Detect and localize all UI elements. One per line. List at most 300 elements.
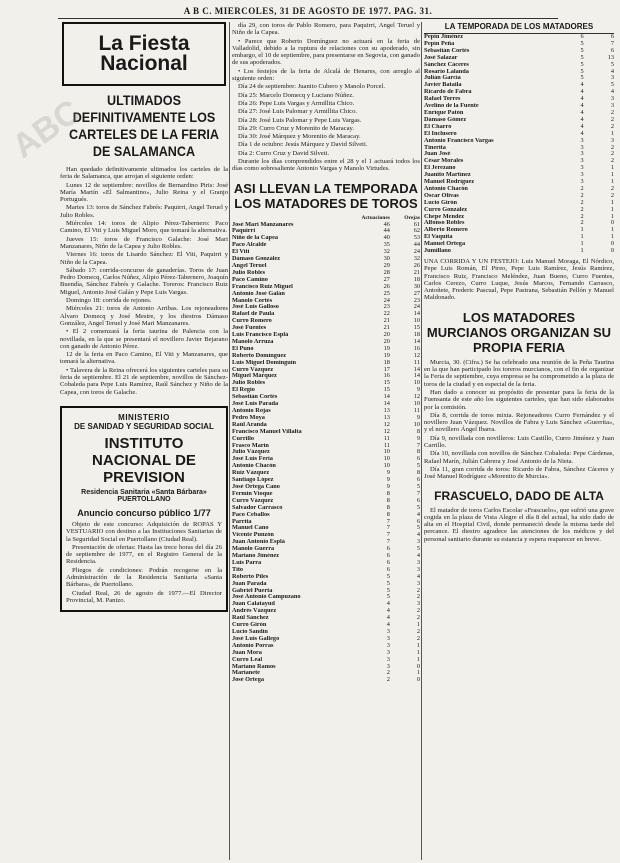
orejas-value: 4 (416, 573, 420, 580)
matador-name: El Viti (232, 249, 250, 256)
column-middle (232, 22, 420, 684)
actuaciones-value: 40 (383, 235, 390, 242)
paragraph: Sábado 17: corrida-concurso de ganaderías. Toros de Juan Pedro Domecq, Carlos Núñez, Alipio Pérez-Tabernero, Joaquín Buendía, Sánchez Fabrés y Galache. Toreros: Francisco Ruiz Miguel, Antonio José Galán y Pepe Luis Vargas. (60, 266, 228, 296)
matador-name: Raúl Sánchez (232, 615, 269, 622)
actuaciones-value: 6 (580, 34, 584, 40)
table-row (424, 193, 614, 200)
actuaciones-value: 7 (386, 532, 390, 539)
orejas-value: 12 (413, 352, 420, 359)
orejas-value: 2 (416, 594, 420, 601)
table-row (232, 594, 420, 601)
table-row (232, 235, 420, 242)
paragraph: Día 8, corrida de toros mixta. Rejoneadores Curro Fernández y el novillero Juan Vázquez. Novillos de Fabra y Luis Sánchez «Guerrita», y el novillero Ángel Ibarra. (424, 411, 614, 434)
actuaciones-value: 22 (383, 311, 390, 318)
actuaciones-value: 11 (383, 442, 390, 449)
paragraph: Día 28: José Luis Palomar y Pepe Luis Vargas. (238, 116, 362, 124)
actuaciones-value: 4 (386, 615, 390, 622)
logo-line-1: La Fiesta (98, 32, 190, 55)
matador-name: Curro Girón (232, 622, 267, 629)
table-row (232, 546, 420, 553)
table-row (424, 234, 614, 241)
orejas-value: 13 (607, 54, 614, 61)
actuaciones-value: 3 (386, 663, 390, 670)
actuaciones-value: 4 (580, 82, 584, 89)
actuaciones-value: 1 (580, 241, 584, 248)
orejas-value: 61 (413, 221, 420, 228)
paragraph: Jueves 15: toros de Francisco Galache: José Mari Manzanares, Niño de la Capea y Julio Robles. (60, 235, 228, 250)
actuaciones-value: 1 (580, 234, 584, 241)
matador-name: Antonio Chacón (232, 463, 276, 470)
matador-name: Tito (232, 566, 244, 573)
matador-name: Currillo (232, 435, 255, 442)
table-row (232, 574, 420, 581)
article-body-frasculo (424, 507, 614, 543)
matador-name: Paco Ceballos (232, 511, 270, 518)
orejas-value: 5 (610, 61, 614, 68)
actuaciones-value: 6 (386, 559, 390, 566)
matador-name: Dámaso González (232, 256, 281, 263)
matador-name: Manuel Rodríguez (424, 179, 475, 186)
actuaciones-value: 25 (383, 290, 390, 297)
paragraph: Presentación de ofertas: Hasta las trece horas del día 26 de septiembre de 1977, en el Registro General de la Residencia. (66, 543, 222, 566)
article-body-murcianos (424, 359, 614, 481)
actuaciones-value: 5 (580, 68, 584, 75)
table-row (232, 256, 420, 263)
paragraph: Domingo 18: corrida de rejones. (66, 297, 152, 305)
orejas-value: 5 (416, 546, 420, 553)
orejas-value: 1 (610, 213, 614, 220)
matador-name: Enrique Patón (424, 109, 464, 116)
actuaciones-value: 4 (386, 608, 390, 615)
table-row (232, 643, 420, 650)
actuaciones-value: 3 (580, 179, 584, 186)
actuaciones-value: 32 (383, 249, 390, 256)
section-logo (62, 22, 226, 86)
paragraph: Miércoles 14: toros de Alipio Pérez-Tabernero: Paco Camino, El Viti y Luis Miguel Moro, que tomará la alternativa. (60, 220, 228, 235)
orejas-value: 2 (610, 158, 614, 165)
table-title-matadores: LA TEMPORADA DE LOS MATADORES (424, 22, 614, 34)
orejas-value: 18 (413, 332, 420, 339)
actuaciones-value: 10 (383, 449, 390, 456)
table-row (232, 222, 420, 229)
actuaciones-value: 8 (386, 511, 390, 518)
table-row (232, 387, 420, 394)
orejas-value: 24 (413, 304, 420, 311)
matador-name: Juan Parada (232, 580, 267, 587)
matador-name: César Morales (424, 158, 464, 165)
matador-name: Rafael Torres (424, 96, 461, 103)
orejas-value: 7 (416, 442, 420, 449)
watermark-abc: ABC (5, 92, 88, 166)
actuaciones-value: 17 (383, 366, 390, 373)
actuaciones-value: 3 (386, 649, 390, 656)
table-row (232, 615, 420, 622)
ministry-announcement (60, 406, 228, 612)
orejas-value: 0 (610, 241, 614, 248)
table-row (424, 131, 614, 138)
matador-name: Oscar Olivas (424, 192, 459, 199)
paragraph: Día 27: José Luis Palomar y Armillita Chico. (238, 108, 358, 116)
ministry-contest-title: Anuncio concurso público 1/77 (77, 507, 211, 518)
actuaciones-value: 3 (386, 635, 390, 642)
page-header: A B C. MIERCOLES, 31 DE AGOSTO DE 1977. PAG. 31. (58, 6, 558, 19)
actuaciones-value: 13 (383, 408, 390, 415)
actuaciones-value: 5 (386, 580, 390, 587)
table-row (424, 207, 614, 214)
matador-name: Dámaso Gómez (424, 116, 467, 123)
matador-name: Antonio Porras (232, 642, 274, 649)
actuaciones-value: 2 (580, 199, 584, 206)
paragraph: Objeto de este concurso: Adquisición de ROPAS Y VESTUARIO con destino a las Instituciones Sanitarias de la Seguridad Social en Puertollano (Ciudad Real). (66, 520, 222, 543)
matador-name: José Luis Feria (232, 456, 273, 463)
orejas-value: 6 (416, 477, 420, 484)
paragraph: Pliegos de condiciones: Podrán recogerse en la Administración de la Residencia Sanitaria «Santa Bárbara», de Puertollano. (66, 566, 222, 589)
orejas-value: 3 (610, 96, 614, 103)
table-row (232, 298, 420, 305)
orejas-value: 10 (413, 421, 420, 428)
table-row (232, 318, 420, 325)
table-row (232, 470, 420, 477)
table-row (232, 498, 420, 505)
matador-name: José Salazar (424, 54, 458, 61)
table-row (232, 228, 420, 235)
matador-name: Antonio Chacón (424, 185, 468, 192)
actuaciones-value: 14 (383, 394, 390, 401)
matador-name: Luis Parra (232, 559, 262, 566)
orejas-value: 10 (413, 380, 420, 387)
matador-name: Juan Antonio Esplá (232, 539, 285, 546)
actuaciones-value: 1 (580, 248, 584, 255)
matador-name: Paquirri (232, 228, 256, 235)
matador-name: Frasco Marin (232, 442, 269, 449)
actuaciones-value: 9 (386, 470, 390, 477)
actuaciones-value: 2 (580, 213, 584, 220)
actuaciones-value: 8 (386, 490, 390, 497)
paragraph: Viernes 16: toros de Lisardo Sánchez: El Viti, Paquirri y Niño de la Capea. (60, 251, 228, 266)
orejas-value: 2 (610, 192, 614, 199)
actuaciones-value: 9 (386, 483, 390, 490)
matador-name: Curro Vázquez (232, 497, 274, 504)
orejas-value: 4 (416, 511, 420, 518)
table-row (232, 367, 420, 374)
actuaciones-value: 16 (383, 373, 390, 380)
ministry-body (66, 521, 222, 604)
table-row (232, 664, 420, 671)
headline-temporada: ASI LLEVAN LA TEMPORADA LOS MATADORES DE TOROS (233, 180, 419, 211)
matador-name: Sebastián Cortés (424, 47, 470, 54)
table-row (232, 436, 420, 443)
table-row (232, 373, 420, 380)
table-row (424, 69, 614, 76)
table-row (232, 339, 420, 346)
matador-name: Angel Teruel (232, 262, 267, 269)
orejas-value: 4 (610, 68, 614, 75)
ranking-table (232, 215, 420, 685)
actuaciones-value: 8 (386, 504, 390, 511)
orejas-value: 1 (610, 172, 614, 179)
actuaciones-value: 1 (580, 227, 584, 234)
ranking-table-right (424, 34, 614, 255)
actuaciones-value: 10 (383, 456, 390, 463)
actuaciones-value: 3 (580, 158, 584, 165)
paragraph: Día 2: Curro Cruz y David Silveti. (238, 149, 330, 157)
actuaciones-value: 11 (383, 435, 390, 442)
orejas-value: 7 (610, 40, 614, 47)
paragraph: • El 2 comenzará la feria taurina de Palencia con la novillada, en la que se presentará el novillero Javier Bejarano con ganado de Antonio Pérez. (60, 328, 228, 350)
matador-name: Luis Francisco Esplá (232, 332, 289, 339)
matador-name: Rafael de Paula (232, 311, 275, 318)
actuaciones-value: 12 (383, 428, 390, 435)
actuaciones-value: 20 (383, 332, 390, 339)
paragraph: • Talavera de la Reina ofrecerá los siguientes carteles para su feria de septiembre. El 21 de septiembre, novillos de Sánchez-Cobaleda para Pepe Luis Ramírez, Raúl Sánchez y Niño de la Capea, con toros de Galache. (60, 366, 228, 396)
article-body-ferias (232, 22, 420, 173)
matador-name: Julio Robles (232, 380, 266, 387)
actuaciones-value: 9 (386, 477, 390, 484)
table-row (424, 41, 614, 48)
orejas-value: 2 (610, 185, 614, 192)
matador-name: Paco Alcalde (232, 242, 267, 249)
table-row (232, 394, 420, 401)
matador-name: Alfonso Robles (424, 220, 465, 227)
actuaciones-value: 35 (383, 242, 390, 249)
orejas-value: 4 (416, 532, 420, 539)
orejas-value: 2 (610, 109, 614, 116)
matador-name: Vicente Punzón (232, 532, 274, 539)
orejas-value: 1 (416, 649, 420, 656)
table-row (232, 408, 420, 415)
table-row (232, 380, 420, 387)
table-row (232, 291, 420, 298)
actuaciones-value: 26 (383, 283, 390, 290)
matador-name: El Charro (424, 123, 452, 130)
table-row (232, 491, 420, 498)
actuaciones-value: 23 (383, 304, 390, 311)
orejas-value: 18 (413, 276, 420, 283)
table-row (232, 443, 420, 450)
ministry-line-1: MINISTERIO (118, 412, 170, 422)
table-row (424, 34, 614, 41)
paragraph: Han quedado definitivamente ultimados los carteles de la feria de Salamanca, que arrojan el siguiente orden: (60, 166, 228, 181)
table-row (232, 505, 420, 512)
paragraph: Día 30: José Márquez y Morenito de Maracay. (238, 133, 361, 141)
orejas-value: 62 (413, 228, 420, 235)
table-row (232, 512, 420, 519)
table-row (232, 449, 420, 456)
paragraph: • Parece que Roberto Domínguez no actuará en la feria de Valladolid, debido a la ruptura de relaciones con su apoderado, sin embargo, el 10 de septiembre, para presentarse en Segovia, con ganado de sus apoderados. (232, 37, 420, 67)
matador-name: Tinerita (424, 144, 446, 151)
matador-name: Avelino de la Fuente (424, 103, 479, 110)
actuaciones-value: 3 (386, 656, 390, 663)
matador-name: Fermin Vioque (232, 490, 273, 497)
orejas-value: 11 (413, 408, 420, 415)
actuaciones-value: 21 (383, 325, 390, 332)
table-row (232, 532, 420, 539)
matador-name: Pedro Moya (232, 414, 265, 421)
orejas-value: 11 (413, 359, 420, 366)
orejas-value: 3 (416, 566, 420, 573)
actuaciones-value: 5 (580, 75, 584, 82)
orejas-value: 2 (610, 144, 614, 151)
orejas-value: 4 (416, 553, 420, 560)
actuaciones-value: 27 (383, 276, 390, 283)
actuaciones-value: 2 (386, 677, 390, 684)
actuaciones-value: 4 (580, 89, 584, 96)
matador-name: Antonio Francisco Vargas (424, 137, 494, 144)
table-row (424, 55, 614, 62)
matador-name: Jumillano (424, 248, 451, 255)
actuaciones-value: 4 (580, 116, 584, 123)
matador-name: Chepe Mendez (424, 213, 465, 220)
matador-name: Curro González (424, 206, 468, 213)
paragraph: Día 11, gran corrida de toros: Ricardo de Fabra, Sánchez Cáceres y José Manuel Rodríguez «Morenito de Murcia». (424, 465, 614, 481)
orejas-value: 1 (610, 199, 614, 206)
paragraph: 12 de la feria en Paco Camino, El Viti y Manzanares, que tomará la alternativa. (60, 351, 228, 366)
orejas-value: 14 (413, 366, 420, 373)
table-row (232, 463, 420, 470)
headline-frasculo: FRASCUELO, DADO DE ALTA (434, 488, 604, 503)
ministry-residence: Residencia Sanitaria «Santa Bárbara» (81, 488, 207, 496)
table-row (232, 657, 420, 664)
orejas-value: 1 (610, 179, 614, 186)
actuaciones-value: 5 (580, 54, 584, 61)
paragraph: El matador de toros Carlos Escolar «Frascuelo», que sufrió una grave cogida en la plaza de Vista Alegre el día 8 del actual, ha sido dado de alta en el Hospital Civil, donde permaneció desde la misma tarde del percance. El diestro agradece las atenciones de los médicos y del personal sanitario durante su estancia y espera reaparecer en breve. (424, 506, 614, 543)
table-row (232, 277, 420, 284)
orejas-value: 0 (610, 220, 614, 227)
matador-name: José Ortega (232, 677, 264, 684)
matador-name: Francisco Ruiz Miguel (232, 283, 293, 290)
actuaciones-value: 28 (383, 269, 390, 276)
matador-name: Marianete (232, 670, 260, 677)
table-row (232, 581, 420, 588)
orejas-value: 1 (416, 642, 420, 649)
table-row (232, 242, 420, 249)
actuaciones-value: 5 (580, 47, 584, 54)
orejas-value: 10 (413, 318, 420, 325)
table-row (232, 622, 420, 629)
table-row (232, 677, 420, 684)
actuaciones-value: 14 (383, 401, 390, 408)
actuaciones-value: 6 (386, 566, 390, 573)
table-row (232, 429, 420, 436)
matador-name: Mariano Ramos (232, 663, 276, 670)
orejas-value: 3 (416, 539, 420, 546)
actuaciones-value: 5 (386, 594, 390, 601)
ministry-city: PUERTOLLANO (117, 495, 171, 503)
actuaciones-value: 4 (580, 103, 584, 110)
actuaciones-value: 2 (580, 192, 584, 199)
table-row (424, 179, 614, 186)
col-header-orejas: Orejas (404, 214, 420, 221)
matador-name: Antonio José Galán (232, 290, 285, 297)
matador-name: José Luis Gallego (232, 635, 280, 642)
table-row (232, 360, 420, 367)
matador-name: Manolo Arruza (232, 338, 274, 345)
matador-name: José Antonio Campuzano (232, 594, 301, 601)
matador-name: Juan Mora (232, 649, 262, 656)
matador-name: El Jerezano (424, 165, 456, 172)
matador-name: Manuel Cano (232, 525, 269, 532)
actuaciones-value: 3 (580, 172, 584, 179)
table-row (424, 165, 614, 172)
orejas-value: 24 (413, 249, 420, 256)
table-row (424, 186, 614, 193)
orejas-value: 7 (416, 490, 420, 497)
table-row (232, 650, 420, 657)
matador-name: Manolo Guerra (232, 546, 275, 553)
orejas-value: 2 (416, 635, 420, 642)
orejas-value: 1 (416, 622, 420, 629)
orejas-value: 5 (416, 463, 420, 470)
orejas-value: 5 (416, 483, 420, 490)
paragraph: Miércoles 21: toros de Antonio Arribas. Los rejoneadores Alvaro Domecq y José Mestre, y los diestros Dámaso González, Angel Teruel y José Mari Manzanares. (60, 305, 228, 327)
table-row (232, 263, 420, 270)
column-rule (421, 22, 422, 860)
paragraph: Día 24 de septiembre: Juanito Cubero y Manolo Porcel. (238, 83, 386, 91)
matador-name: Juanito Martínez (424, 172, 471, 179)
actuaciones-value: 19 (383, 345, 390, 352)
table-row (424, 48, 614, 55)
table-row (424, 200, 614, 207)
orejas-value: 1 (610, 234, 614, 241)
actuaciones-value: 20 (383, 338, 390, 345)
table-row (232, 477, 420, 484)
matador-name: Manolo Cortés (232, 297, 273, 304)
matador-name: Antonio Rojas (232, 408, 271, 415)
orejas-value: 32 (413, 256, 420, 263)
orejas-value: 6 (416, 518, 420, 525)
orejas-value: 3 (416, 580, 420, 587)
matador-name: Curro Vázquez (232, 366, 274, 373)
table-row (232, 567, 420, 574)
table-row (424, 220, 614, 227)
actuaciones-value: 2 (580, 206, 584, 213)
orejas-value: 3 (416, 601, 420, 608)
matador-name: El Inclusero (424, 130, 457, 137)
orejas-value: 14 (413, 373, 420, 380)
matador-name: Julio Robles (232, 269, 266, 276)
actuaciones-value: 3 (386, 642, 390, 649)
table-row (424, 103, 614, 110)
headline-salamanca: ULTIMADOS DEFINITIVAMENTE LOS CARTELES DE LA FERIA DE SALAMANCA (68, 92, 220, 159)
orejas-value: 21 (413, 269, 420, 276)
orejas-value: 6 (416, 497, 420, 504)
matador-name: Miguel Márquez (232, 373, 277, 380)
actuaciones-value: 30 (383, 256, 390, 263)
matador-name: José Mari Manzanares (232, 221, 294, 228)
orejas-value: 6 (610, 47, 614, 54)
paragraph: Día 25: Marcelo Domecq y Luciano Núñez. (238, 91, 354, 99)
actuaciones-value: 2 (580, 220, 584, 227)
matador-name: Rosario Lalanda (424, 68, 469, 75)
table-row (232, 525, 420, 532)
matador-name: Parrita (232, 518, 252, 525)
matador-name: Mariano Jiménez (232, 553, 280, 560)
paragraph: Día 1 de octubre: Jesús Márquez y David Silveti. (238, 141, 368, 149)
matador-name: José Luis Parada (232, 401, 279, 408)
paragraph: Lunes 12 de septiembre: novillos de Bernardino Piris: José María Martín «El Salmantino», Julio Reina y el Granjo Portugués. (60, 181, 228, 204)
matador-name: Curro Romero (232, 318, 272, 325)
matador-name: Francisco Manuel Villalta (232, 428, 302, 435)
ministry-line-2: DE SANIDAD Y SEGURIDAD SOCIAL (74, 421, 214, 431)
orejas-value: 1 (416, 656, 420, 663)
matador-name: José Ortega Cano (232, 483, 280, 490)
matador-name: Alberto Romero (424, 227, 468, 234)
matador-name: Roberto Domínguez (232, 352, 287, 359)
actuaciones-value: 3 (386, 629, 390, 636)
actuaciones-value: 18 (383, 359, 390, 366)
orejas-value: 14 (413, 338, 420, 345)
table-row (424, 172, 614, 179)
